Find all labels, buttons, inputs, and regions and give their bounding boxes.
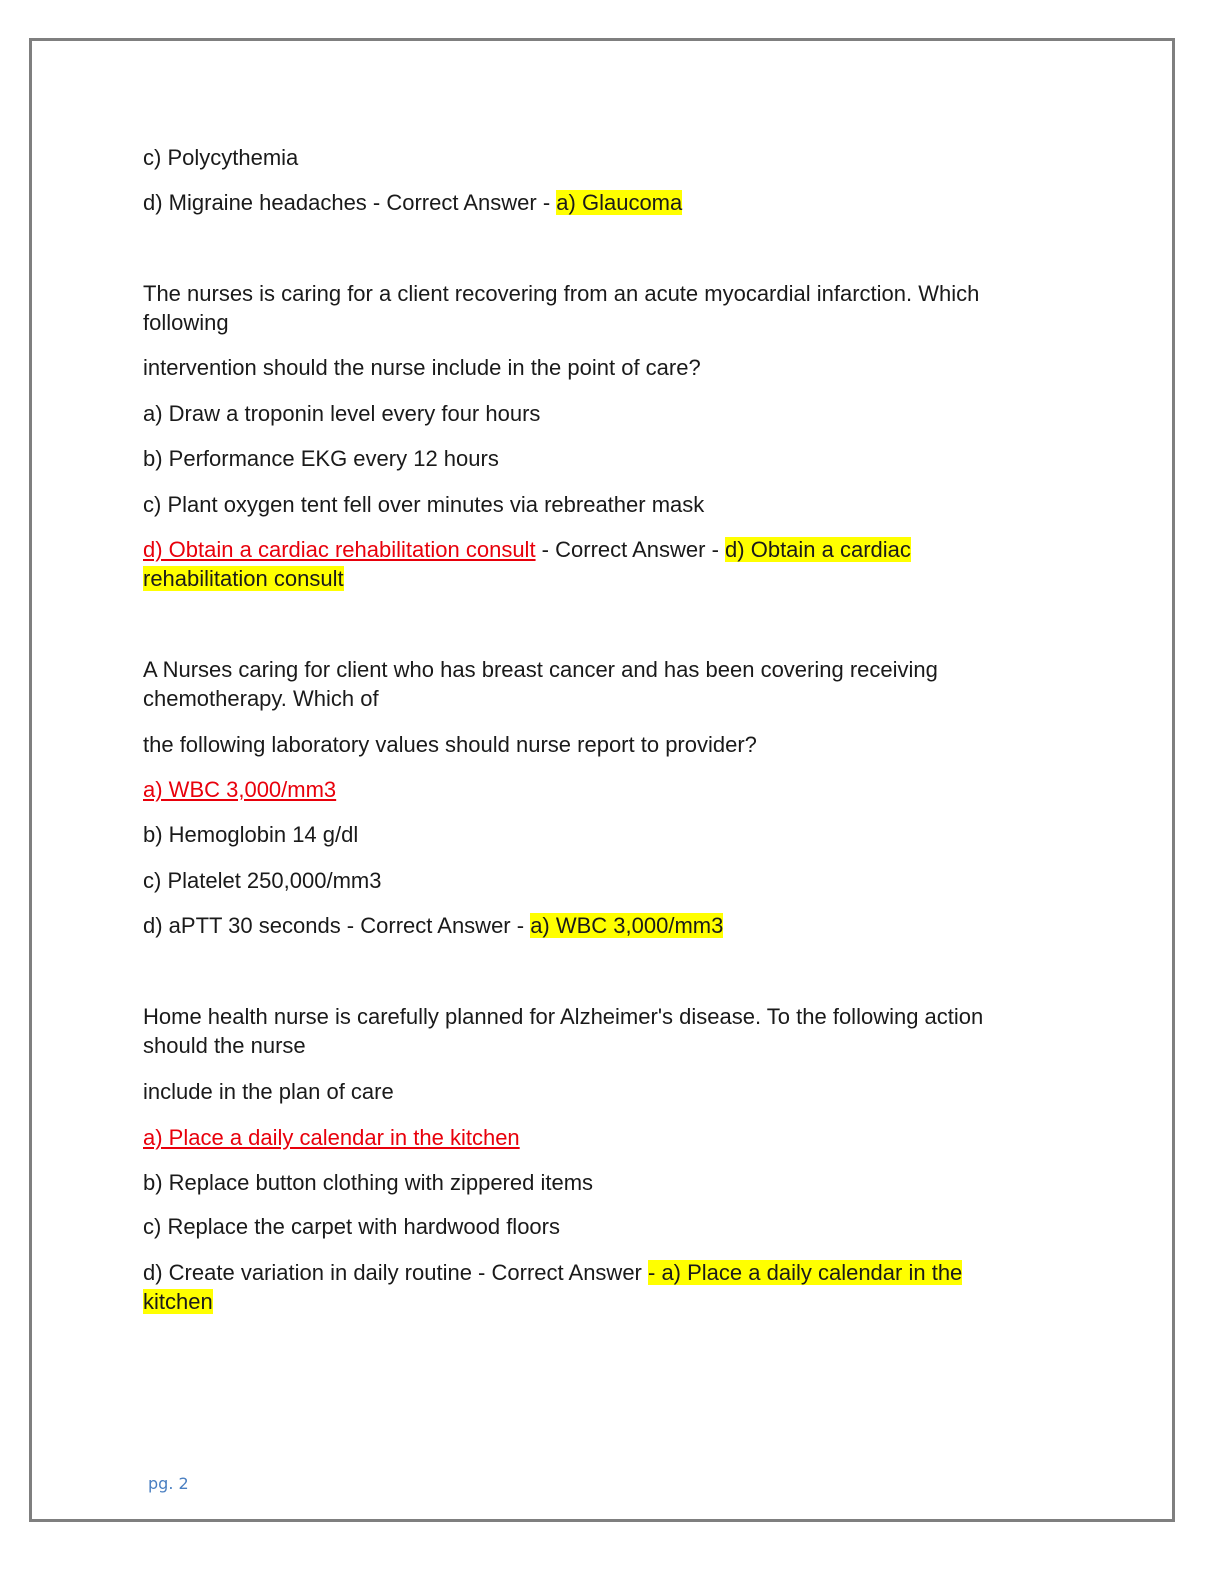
q3-option-c-text: c) Platelet 250,000/mm3 [143,868,382,893]
q2-stem-text-2: following [143,310,229,335]
page-number: pg. 2 [148,1474,189,1493]
q4-stem-line-2 [143,1031,306,1060]
q2-option-b-text: b) Performance EKG every 12 hours [143,446,499,471]
q2-option-a [143,399,540,428]
q2-marked-option: d) Obtain a cardiac rehabilitation consult [143,537,536,562]
q3-marked-option: a) WBC 3,000/mm3 [143,777,337,802]
q1-option-c-text: c) Polycythemia [143,145,299,170]
q3-option-d [143,911,723,940]
q2-option-c-text: c) Plant oxygen tent fell over minutes via rebreather mask [143,492,705,517]
q3-option-d-text: d) aPTT 30 seconds - Correct Answer - [143,913,531,938]
q3-option-b-text: b) Hemoglobin 14 g/dl [143,822,359,847]
q4-option-d [143,1258,962,1287]
q3-option-c [143,866,381,895]
q3-stem-line-2 [143,684,379,713]
q2-correct-answer-part-2: rehabilitation consult [143,566,344,591]
q4-option-a [143,1123,520,1152]
q1-correct-answer: a) Glaucoma [556,190,683,215]
q2-stem-line-3 [143,353,701,382]
q3-stem-line-1 [143,655,938,684]
q4-option-b-text: b) Replace button clothing with zippered items [143,1170,594,1195]
q2-stem-text-1: The nurses is caring for a client recovering from an acute myocardial infarction. Which [143,281,980,306]
q2-stem-text-3: intervention should the nurse include in the point of care? [143,355,701,380]
q4-correct-answer-part-2: kitchen [143,1289,213,1314]
q1-option-d-text: d) Migraine headaches - Correct Answer - [143,190,557,215]
q3-stem-line-3 [143,730,757,759]
q4-stem-text-1: Home health nurse is carefully planned for Alzheimer's disease. To the following action [143,1004,984,1029]
q2-stem-line-1 [143,279,979,308]
q1-option-c [143,143,298,172]
q3-correct-answer: a) WBC 3,000/mm3 [530,913,724,938]
q3-stem-text-3: the following laboratory values should nurse report to provider? [143,732,757,757]
q4-stem-text-3: include in the plan of care [143,1079,394,1104]
q2-option-d [143,535,911,564]
q2-option-b [143,444,499,473]
q4-option-b [143,1168,593,1197]
q4-stem-line-1 [143,1002,983,1031]
q2-answer-continued [143,564,344,593]
q4-answer-continued [143,1287,213,1316]
q3-option-a [143,775,336,804]
q4-marked-option: a) Place a daily calendar in the kitchen [143,1125,520,1150]
q2-option-c [143,490,704,519]
q4-option-d-text: d) Create variation in daily routine - Correct Answer [143,1260,648,1285]
q2-option-a-text: a) Draw a troponin level every four hours [143,401,541,426]
q4-option-c-text: c) Replace the carpet with hardwood floors [143,1214,560,1239]
q2-correct-answer-part-1: d) Obtain a cardiac [725,537,911,562]
q2-stem-line-2 [143,308,229,337]
q3-stem-text-1: A Nurses caring for client who has breast cancer and has been covering receiving [143,657,938,682]
q4-stem-line-3 [143,1077,394,1106]
q4-stem-text-2: should the nurse [143,1033,306,1058]
q4-correct-answer-part-1: - a) Place a daily calendar in the [648,1260,963,1285]
q3-stem-text-2: chemotherapy. Which of [143,686,379,711]
q1-option-d [143,188,682,217]
q2-correct-label: - Correct Answer - [535,537,726,562]
q4-option-c [143,1212,560,1241]
q3-option-b [143,820,358,849]
